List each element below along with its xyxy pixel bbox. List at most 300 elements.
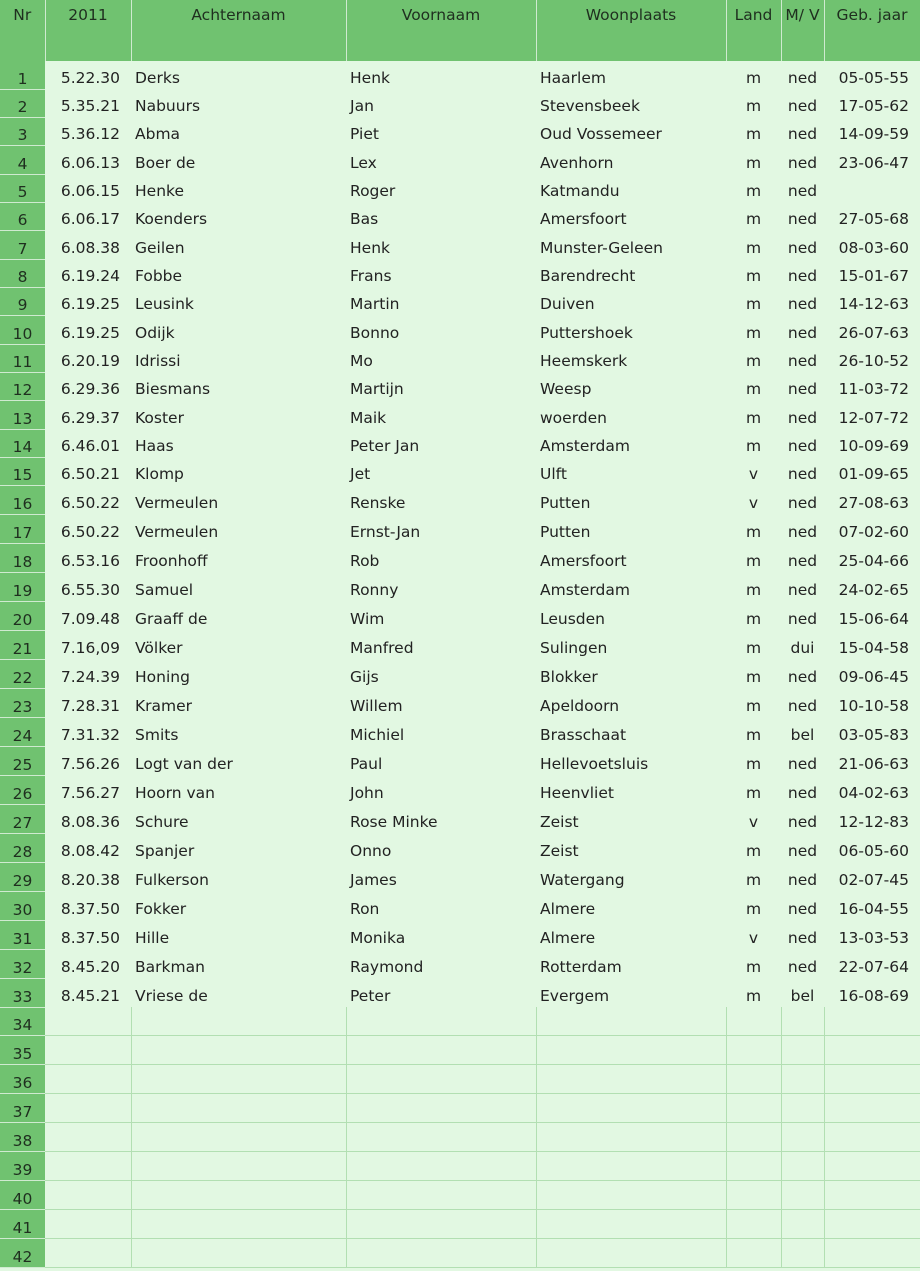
row-lastname: Henke — [135, 182, 184, 200]
row-city: Rotterdam — [540, 958, 622, 976]
row-born: 23-06-47 — [838, 154, 909, 172]
row-number: 25 — [0, 746, 45, 775]
row-firstname: Ron — [350, 900, 380, 918]
empty-cell — [781, 1238, 824, 1267]
empty-cell — [346, 1209, 536, 1238]
row-number: 6 — [0, 202, 45, 230]
row-number: 33 — [0, 978, 45, 1007]
table-row — [0, 804, 920, 833]
row-lastname: Barkman — [135, 958, 205, 976]
row-born: 26-07-63 — [838, 324, 909, 342]
row-mv: v — [748, 494, 759, 512]
table-row — [0, 920, 920, 949]
row-lastname: Leusink — [135, 295, 194, 313]
row-mv: m — [745, 182, 762, 200]
row-city: woerden — [540, 409, 607, 427]
empty-cell — [131, 1093, 346, 1122]
row-lastname: Biesmans — [135, 380, 211, 398]
row-mv: v — [748, 813, 759, 831]
row-number: 35 — [0, 1035, 45, 1064]
empty-cell — [726, 1064, 781, 1093]
row-firstname: Maik — [350, 409, 387, 427]
row-time: 6.06.15 — [60, 182, 120, 200]
empty-cell — [824, 1151, 920, 1180]
row-lastname: Samuel — [135, 581, 194, 599]
row-city: Almere — [540, 900, 596, 918]
row-lastname: Hoorn van — [135, 784, 215, 802]
row-born: 17-05-62 — [838, 97, 909, 115]
row-mv: m — [745, 69, 762, 87]
row-mv: m — [745, 987, 762, 1005]
row-time: 8.45.20 — [60, 958, 120, 976]
row-mv: m — [745, 210, 762, 228]
row-number: 3 — [0, 117, 45, 145]
empty-cell — [536, 1093, 726, 1122]
row-city: Puttershoek — [540, 324, 633, 342]
row-born: 07-02-60 — [838, 523, 909, 541]
row-number: 29 — [0, 862, 45, 891]
table-row — [0, 717, 920, 746]
table-row — [0, 688, 920, 717]
table-row — [0, 145, 920, 174]
empty-cell — [536, 1122, 726, 1151]
empty-cell — [131, 1064, 346, 1093]
row-firstname: Renske — [350, 494, 406, 512]
row-number: 41 — [0, 1209, 45, 1238]
empty-cell — [781, 1007, 824, 1035]
row-number: 19 — [0, 572, 45, 601]
table-row-empty — [0, 1151, 920, 1180]
table-row — [0, 315, 920, 344]
empty-cell — [536, 1035, 726, 1064]
empty-cell — [131, 1035, 346, 1064]
header-born: Geb. jaar — [824, 0, 920, 61]
empty-cell — [781, 1035, 824, 1064]
row-firstname: Bonno — [350, 324, 400, 342]
row-city: Almere — [540, 929, 596, 947]
row-lastname: Kramer — [135, 697, 193, 715]
row-number: 17 — [0, 514, 45, 543]
row-born: 08-03-60 — [838, 239, 909, 257]
row-lastname: Fobbe — [135, 267, 183, 285]
empty-cell — [781, 1064, 824, 1093]
row-number: 12 — [0, 372, 45, 400]
empty-cell — [824, 1122, 920, 1151]
row-number: 31 — [0, 920, 45, 949]
row-land: dui — [790, 639, 815, 657]
table-row — [0, 572, 920, 601]
row-mv: m — [745, 437, 762, 455]
row-city: Brasschaat — [540, 726, 627, 744]
row-number: 34 — [0, 1007, 45, 1035]
row-firstname: Jan — [350, 97, 374, 115]
row-land: ned — [787, 900, 818, 918]
empty-cell — [726, 1238, 781, 1267]
row-city: Katmandu — [540, 182, 620, 200]
row-lastname: Vriese de — [135, 987, 208, 1005]
empty-cell — [346, 1035, 536, 1064]
row-city: Weesp — [540, 380, 592, 398]
row-born: 27-05-68 — [838, 210, 909, 228]
table-row — [0, 601, 920, 630]
row-city: Haarlem — [540, 69, 606, 87]
row-lastname: Klomp — [135, 465, 184, 483]
row-firstname: Gijs — [350, 668, 379, 686]
row-city: Leusden — [540, 610, 605, 628]
empty-cell — [824, 1238, 920, 1267]
row-land: ned — [787, 437, 818, 455]
row-mv: m — [745, 523, 762, 541]
row-mv: m — [745, 409, 762, 427]
row-land: ned — [787, 324, 818, 342]
empty-cell — [536, 1209, 726, 1238]
empty-cell — [536, 1151, 726, 1180]
row-firstname: Ronny — [350, 581, 399, 599]
row-firstname: Jet — [350, 465, 371, 483]
row-time: 6.29.36 — [60, 380, 120, 398]
empty-cell — [346, 1093, 536, 1122]
row-firstname: John — [350, 784, 384, 802]
row-number: 11 — [0, 344, 45, 372]
table-row — [0, 457, 920, 485]
header-land: Land — [726, 0, 781, 61]
row-time: 6.53.16 — [60, 552, 120, 570]
row-firstname: Lex — [350, 154, 377, 172]
row-born: 02-07-45 — [838, 871, 909, 889]
row-time: 8.20.38 — [60, 871, 120, 889]
row-mv: m — [745, 668, 762, 686]
table-row — [0, 259, 920, 287]
row-city: Putten — [540, 494, 591, 512]
row-land: ned — [787, 958, 818, 976]
row-land: ned — [787, 523, 818, 541]
row-lastname: Vermeulen — [135, 523, 219, 541]
row-mv: m — [745, 639, 762, 657]
row-mv: m — [745, 755, 762, 773]
row-lastname: Odijk — [135, 324, 175, 342]
table-row-empty — [0, 1007, 920, 1035]
row-born: 22-07-64 — [838, 958, 909, 976]
empty-cell — [824, 1064, 920, 1093]
row-mv: m — [745, 784, 762, 802]
empty-cell — [781, 1180, 824, 1209]
empty-cell — [824, 1093, 920, 1122]
row-firstname: Peter Jan — [350, 437, 420, 455]
row-born: 04-02-63 — [838, 784, 909, 802]
row-time: 6.20.19 — [60, 352, 120, 370]
empty-cell — [346, 1122, 536, 1151]
row-mv: m — [745, 295, 762, 313]
row-city: Munster-Geleen — [540, 239, 664, 257]
row-city: Sulingen — [540, 639, 608, 657]
row-city: Apeldoorn — [540, 697, 620, 715]
table-row — [0, 485, 920, 514]
row-land: ned — [787, 668, 818, 686]
row-time: 8.08.36 — [60, 813, 120, 831]
row-city: Barendrecht — [540, 267, 636, 285]
header-firstname: Voornaam — [346, 0, 536, 61]
table-row — [0, 862, 920, 891]
row-mv: m — [745, 352, 762, 370]
row-number: 24 — [0, 717, 45, 746]
empty-cell — [346, 1064, 536, 1093]
row-mv: m — [745, 726, 762, 744]
header-time: 2011 — [45, 0, 131, 61]
row-land: ned — [787, 465, 818, 483]
row-born: 24-02-65 — [838, 581, 909, 599]
empty-cell — [131, 1007, 346, 1035]
row-land: ned — [787, 494, 818, 512]
empty-cell — [824, 1035, 920, 1064]
row-mv: v — [748, 465, 759, 483]
row-born: 15-06-64 — [838, 610, 909, 628]
row-lastname: Idrissi — [135, 352, 181, 370]
header-lastname: Achternaam — [131, 0, 346, 61]
row-number: 13 — [0, 400, 45, 429]
row-lastname: Graaff de — [135, 610, 208, 628]
row-born: 13-03-53 — [838, 929, 909, 947]
row-number: 40 — [0, 1180, 45, 1209]
row-mv: m — [745, 610, 762, 628]
row-born: 03-05-83 — [838, 726, 909, 744]
row-number: 5 — [0, 174, 45, 202]
row-time: 6.19.25 — [60, 324, 120, 342]
table-row — [0, 630, 920, 659]
row-time: 6.19.25 — [60, 295, 120, 313]
row-number: 42 — [0, 1238, 45, 1267]
empty-cell — [726, 1093, 781, 1122]
row-lastname: Spanjer — [135, 842, 195, 860]
row-lastname: Abma — [135, 125, 181, 143]
empty-cell — [536, 1238, 726, 1267]
row-born: 26-10-52 — [838, 352, 909, 370]
row-mv: m — [745, 380, 762, 398]
row-city: Hellevoetsluis — [540, 755, 649, 773]
row-born: 14-12-63 — [838, 295, 909, 313]
row-firstname: Rose Minke — [350, 813, 438, 831]
row-city: Zeist — [540, 842, 579, 860]
row-firstname: Piet — [350, 125, 379, 143]
table-row-empty — [0, 1035, 920, 1064]
empty-cell — [45, 1035, 131, 1064]
table-row — [0, 775, 920, 804]
empty-cell — [45, 1122, 131, 1151]
table-row — [0, 978, 920, 1007]
empty-cell — [536, 1007, 726, 1035]
row-time: 7.28.31 — [60, 697, 120, 715]
row-land: ned — [787, 154, 818, 172]
row-land: bel — [790, 726, 815, 744]
table-row — [0, 287, 920, 315]
row-born: 06-05-60 — [838, 842, 909, 860]
empty-cell — [131, 1180, 346, 1209]
empty-cell — [781, 1093, 824, 1122]
row-born: 25-04-66 — [838, 552, 909, 570]
empty-cell — [131, 1209, 346, 1238]
row-land: ned — [787, 239, 818, 257]
row-city: Watergang — [540, 871, 625, 889]
row-mv: m — [745, 125, 762, 143]
empty-cell — [131, 1151, 346, 1180]
row-lastname: Haas — [135, 437, 174, 455]
row-time: 5.35.21 — [60, 97, 120, 115]
row-land: ned — [787, 125, 818, 143]
row-city: Amersfoort — [540, 552, 627, 570]
row-number: 1 — [0, 61, 45, 89]
table-row — [0, 230, 920, 259]
row-time: 7.24.39 — [60, 668, 120, 686]
row-firstname: Rob — [350, 552, 380, 570]
row-land: ned — [787, 784, 818, 802]
row-firstname: Frans — [350, 267, 392, 285]
row-firstname: Raymond — [350, 958, 424, 976]
empty-cell — [726, 1209, 781, 1238]
row-land: ned — [787, 267, 818, 285]
table-row — [0, 202, 920, 230]
row-born: 10-10-58 — [838, 697, 909, 715]
row-lastname: Derks — [135, 69, 180, 87]
row-number: 26 — [0, 775, 45, 804]
header-nr: Nr — [0, 0, 45, 61]
row-city: Blokker — [540, 668, 598, 686]
table-row — [0, 174, 920, 202]
empty-cell — [536, 1180, 726, 1209]
row-lastname: Koster — [135, 409, 184, 427]
row-born: 12-12-83 — [838, 813, 909, 831]
row-born — [824, 174, 920, 202]
empty-cell — [45, 1180, 131, 1209]
row-time: 6.29.37 — [60, 409, 120, 427]
table-row — [0, 514, 920, 543]
empty-cell — [781, 1209, 824, 1238]
table-row-empty — [0, 1122, 920, 1151]
row-lastname: Nabuurs — [135, 97, 201, 115]
table-row — [0, 117, 920, 145]
empty-cell — [726, 1007, 781, 1035]
row-mv: v — [748, 929, 759, 947]
row-number: 22 — [0, 659, 45, 688]
row-born: 10-09-69 — [838, 437, 909, 455]
row-lastname: Honing — [135, 668, 190, 686]
table-row — [0, 61, 920, 89]
empty-cell — [45, 1093, 131, 1122]
row-number: 21 — [0, 630, 45, 659]
row-lastname: Fulkerson — [135, 871, 209, 889]
row-time: 7.56.26 — [60, 755, 120, 773]
header-row — [0, 0, 920, 61]
row-number: 30 — [0, 891, 45, 920]
row-land: ned — [787, 69, 818, 87]
table-row — [0, 746, 920, 775]
row-land: ned — [787, 697, 818, 715]
table-row — [0, 543, 920, 572]
row-time: 6.55.30 — [60, 581, 120, 599]
row-firstname: Henk — [350, 239, 390, 257]
row-number: 15 — [0, 457, 45, 485]
row-number: 4 — [0, 145, 45, 174]
row-mv: m — [745, 154, 762, 172]
row-time: 6.08.38 — [60, 239, 120, 257]
row-firstname: Roger — [350, 182, 396, 200]
row-number: 28 — [0, 833, 45, 862]
row-lastname: Logt van der — [135, 755, 233, 773]
row-land: ned — [787, 409, 818, 427]
header-city: Woonplaats — [536, 0, 726, 61]
row-firstname: Michiel — [350, 726, 405, 744]
table-row-empty — [0, 1093, 920, 1122]
row-number: 14 — [0, 429, 45, 457]
row-firstname: Paul — [350, 755, 383, 773]
table-row — [0, 949, 920, 978]
row-time: 7.56.27 — [60, 784, 120, 802]
empty-cell — [781, 1151, 824, 1180]
row-lastname: Schure — [135, 813, 189, 831]
row-firstname: Mo — [350, 352, 373, 370]
row-born: 27-08-63 — [838, 494, 909, 512]
row-number: 36 — [0, 1064, 45, 1093]
row-time: 8.08.42 — [60, 842, 120, 860]
row-time: 6.06.17 — [60, 210, 120, 228]
table-row-empty — [0, 1064, 920, 1093]
row-time: 7.31.32 — [60, 726, 120, 744]
row-lastname: Smits — [135, 726, 179, 744]
row-lastname: Vermeulen — [135, 494, 219, 512]
row-lastname: Froonhoff — [135, 552, 208, 570]
table-row — [0, 400, 920, 429]
row-land: ned — [787, 97, 818, 115]
row-mv: m — [745, 581, 762, 599]
row-number: 20 — [0, 601, 45, 630]
row-land: ned — [787, 755, 818, 773]
row-mv: m — [745, 552, 762, 570]
empty-cell — [726, 1035, 781, 1064]
empty-cell — [781, 1122, 824, 1151]
row-number: 9 — [0, 287, 45, 315]
row-time: 8.45.21 — [60, 987, 120, 1005]
empty-cell — [346, 1238, 536, 1267]
row-mv: m — [745, 97, 762, 115]
row-city: Evergem — [540, 987, 610, 1005]
row-city: Amersfoort — [540, 210, 627, 228]
row-city: Avenhorn — [540, 154, 614, 172]
table-row — [0, 659, 920, 688]
row-land: ned — [787, 813, 818, 831]
row-firstname: Martijn — [350, 380, 404, 398]
row-number: 23 — [0, 688, 45, 717]
row-time: 7.16,09 — [60, 639, 120, 657]
row-time: 7.09.48 — [60, 610, 120, 628]
table-row-empty — [0, 1209, 920, 1238]
table-row — [0, 372, 920, 400]
row-lastname: Völker — [135, 639, 183, 657]
row-born: 09-06-45 — [838, 668, 909, 686]
row-mv: m — [745, 958, 762, 976]
table-row — [0, 833, 920, 862]
row-born: 21-06-63 — [838, 755, 909, 773]
empty-cell — [131, 1122, 346, 1151]
header-mv: M/ V — [781, 0, 824, 61]
row-lastname: Boer de — [135, 154, 196, 172]
row-born: 15-01-67 — [838, 267, 909, 285]
empty-cell — [726, 1151, 781, 1180]
empty-cell — [346, 1151, 536, 1180]
row-number: 7 — [0, 230, 45, 259]
empty-cell — [131, 1238, 346, 1267]
row-number: 2 — [0, 89, 45, 117]
row-land: ned — [787, 352, 818, 370]
row-lastname: Fokker — [135, 900, 187, 918]
row-city: Putten — [540, 523, 591, 541]
